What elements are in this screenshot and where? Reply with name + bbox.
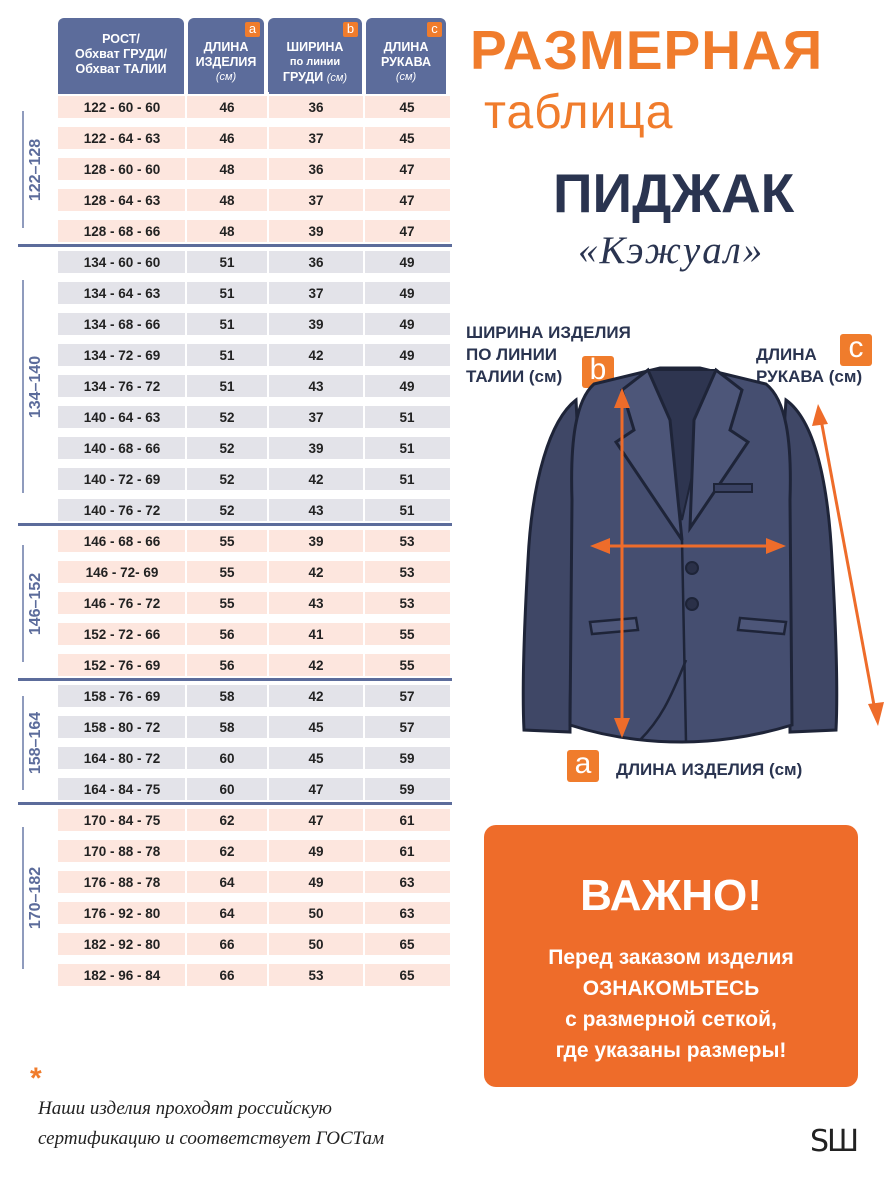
sleeve-cell: 63: [399, 906, 415, 921]
badge-a: a: [245, 22, 260, 37]
table-row: [58, 313, 450, 335]
sleeve-cell: 57: [399, 720, 415, 735]
sleeve-label-line2: РУКАВА (см): [756, 367, 863, 386]
header-width-line3: ГРУДИ: [282, 70, 324, 84]
header-width-line2: по линии: [289, 56, 341, 68]
header-length-line2: ИЗДЕЛИЯ: [195, 55, 257, 69]
header-width: [268, 18, 362, 94]
size-cell: 134 - 64 - 63: [83, 286, 161, 301]
size-cell: 140 - 72 - 69: [83, 472, 161, 487]
size-cell: 146 - 72- 69: [85, 565, 159, 580]
width-cell: 39: [308, 224, 324, 239]
table-row: [58, 406, 450, 428]
header-width-line1: ШИРИНА: [286, 40, 344, 54]
table-row: [58, 809, 450, 831]
group-label: [19, 247, 53, 526]
sleeve-cell: 49: [399, 286, 415, 301]
important-text: [484, 942, 858, 1066]
important-line3: с размерной сеткой,: [565, 1008, 777, 1031]
table-row: [58, 251, 450, 273]
sleeve-cell: 59: [399, 782, 415, 797]
header-size-line1: РОСТ/: [102, 32, 140, 46]
sleeve-cell: 47: [399, 224, 415, 239]
group-label: [19, 805, 53, 991]
size-cell: 158 - 80 - 72: [83, 720, 161, 735]
length-cell: 56: [219, 658, 235, 673]
length-cell: 62: [219, 813, 235, 828]
length-cell: 60: [219, 751, 235, 766]
size-cell: 140 - 68 - 66: [83, 441, 161, 456]
length-cell: 52: [219, 410, 235, 425]
sleeve-badge: c: [840, 334, 872, 366]
group-bracket: [22, 545, 24, 663]
sleeve-cell: 53: [399, 565, 415, 580]
width-cell: 49: [308, 875, 324, 890]
width-cell: 37: [308, 131, 324, 146]
brand-logo: SШ: [810, 1124, 858, 1159]
size-cell: 146 - 76 - 72: [83, 596, 161, 611]
width-cell: 37: [308, 286, 324, 301]
table-row: [58, 220, 450, 242]
length-cell: 51: [219, 255, 235, 270]
header-sleeve-line1: ДЛИНА: [383, 40, 429, 54]
length-cell: 52: [219, 503, 235, 518]
group-divider: [18, 244, 452, 247]
header-length-line1: ДЛИНА: [203, 40, 249, 54]
badge-c: c: [427, 22, 442, 37]
size-cell: 164 - 84 - 75: [83, 782, 161, 797]
sleeve-cell: 51: [399, 441, 415, 456]
width-cell: 49: [308, 844, 324, 859]
length-cell: 51: [219, 348, 235, 363]
sleeve-cell: 47: [399, 193, 415, 208]
sleeve-cell: 55: [399, 658, 415, 673]
footnote-text: [38, 1094, 384, 1154]
sleeve-cell: 51: [399, 472, 415, 487]
length-badge: a: [567, 750, 599, 782]
header-width-unit: (см): [326, 72, 348, 84]
table-row: [58, 964, 450, 986]
width-cell: 36: [308, 255, 324, 270]
length-cell: 46: [219, 131, 235, 146]
length-cell: 51: [219, 379, 235, 394]
size-cell: 134 - 68 - 66: [83, 317, 161, 332]
header-size-line2: Обхват ГРУДИ/: [75, 47, 167, 61]
width-cell: 42: [308, 689, 324, 704]
sleeve-cell: 61: [399, 844, 415, 859]
size-cell: 152 - 72 - 66: [83, 627, 161, 642]
table-row: [58, 902, 450, 924]
table-row: [58, 778, 450, 800]
length-cell: 60: [219, 782, 235, 797]
size-cell: 122 - 60 - 60: [83, 100, 161, 115]
width-label-line3: ТАЛИИ (см): [466, 367, 563, 386]
size-cell: 176 - 88 - 78: [83, 875, 161, 890]
size-cell: 158 - 76 - 69: [83, 689, 161, 704]
width-cell: 41: [308, 627, 324, 642]
header-width-line3-wrap: [268, 70, 362, 86]
header-size: [58, 18, 184, 94]
width-cell: 37: [308, 410, 324, 425]
length-cell: 58: [219, 720, 235, 735]
sleeve-cell: 53: [399, 596, 415, 611]
width-cell: 50: [308, 906, 324, 921]
width-cell: 43: [308, 596, 324, 611]
group-divider: [18, 678, 452, 681]
size-cell: 182 - 96 - 84: [83, 968, 161, 983]
length-cell: 48: [219, 193, 235, 208]
group-bracket: [22, 827, 24, 968]
table-row: [58, 871, 450, 893]
size-cell: 134 - 76 - 72: [83, 379, 161, 394]
group-label-text: 170–182: [27, 866, 44, 930]
length-label: ДЛИНА ИЗДЕЛИЯ (см): [616, 760, 803, 779]
width-cell: 47: [308, 813, 324, 828]
size-cell: 140 - 76 - 72: [83, 503, 161, 518]
width-cell: 43: [308, 379, 324, 394]
table-row: [58, 530, 450, 552]
length-cell: 51: [219, 286, 235, 301]
group-label: [19, 526, 53, 681]
width-cell: 45: [308, 751, 324, 766]
length-cell: 55: [219, 565, 235, 580]
length-cell: 64: [219, 906, 235, 921]
sleeve-cell: 45: [399, 100, 415, 115]
important-line2: ОЗНАКОМЬТЕСЬ: [582, 977, 760, 1000]
width-cell: 53: [308, 968, 324, 983]
size-cell: 164 - 80 - 72: [83, 751, 161, 766]
table-row: [58, 840, 450, 862]
width-cell: 36: [308, 162, 324, 177]
length-cell: 48: [219, 162, 235, 177]
important-heading: ВАЖНО!: [580, 871, 762, 920]
size-cell: 170 - 88 - 78: [83, 844, 161, 859]
width-cell: 39: [308, 441, 324, 456]
sleeve-cell: 49: [399, 317, 415, 332]
length-cell: 64: [219, 875, 235, 890]
sleeve-cell: 57: [399, 689, 415, 704]
table-row: [58, 437, 450, 459]
size-cell: 134 - 60 - 60: [83, 255, 161, 270]
length-cell: 55: [219, 534, 235, 549]
title-sub: таблица: [484, 86, 674, 139]
table-row: [58, 189, 450, 211]
size-cell: 176 - 92 - 80: [83, 906, 161, 921]
size-cell: 152 - 76 - 69: [83, 658, 161, 673]
group-label: [19, 92, 53, 247]
group-label: [19, 681, 53, 805]
size-cell: 128 - 68 - 66: [83, 224, 161, 239]
width-cell: 42: [308, 472, 324, 487]
width-cell: 39: [308, 534, 324, 549]
width-badge: b: [582, 356, 614, 388]
important-notice: [484, 825, 858, 1087]
sleeve-cell: 55: [399, 627, 415, 642]
sleeve-cell: 47: [399, 162, 415, 177]
table-row: [58, 933, 450, 955]
important-line1: Перед заказом изделия: [548, 946, 794, 969]
size-cell: 128 - 60 - 60: [83, 162, 161, 177]
group-divider: [18, 802, 452, 805]
size-cell: 140 - 64 - 63: [83, 410, 161, 425]
group-bracket: [22, 111, 24, 229]
table-row: [58, 375, 450, 397]
width-cell: 50: [308, 937, 324, 952]
sleeve-cell: 49: [399, 255, 415, 270]
jacket-icon: [523, 368, 837, 742]
size-cell: 146 - 68 - 66: [83, 534, 161, 549]
length-cell: 52: [219, 441, 235, 456]
size-cell: 170 - 84 - 75: [83, 813, 161, 828]
table-row: [58, 344, 450, 366]
sleeve-label-line1: ДЛИНА: [756, 345, 817, 364]
width-cell: 37: [308, 193, 324, 208]
jacket-illustration: [510, 360, 890, 760]
length-cell: 55: [219, 596, 235, 611]
length-cell: 46: [219, 100, 235, 115]
table-row: [58, 561, 450, 583]
width-label-line1: ШИРИНА ИЗДЕЛИЯ: [466, 323, 631, 342]
length-cell: 51: [219, 317, 235, 332]
sleeve-cell: 45: [399, 131, 415, 146]
group-label-text: 134–140: [27, 355, 44, 418]
sleeve-cell: 65: [399, 968, 415, 983]
header-sleeve: [366, 18, 446, 94]
length-cell: 48: [219, 224, 235, 239]
product-name: ПИДЖАК: [553, 162, 795, 224]
sleeve-cell: 49: [399, 348, 415, 363]
footnote-marker: *: [30, 1062, 42, 1095]
group-label-text: 122–128: [27, 138, 44, 201]
header-size-line3: Обхват ТАЛИИ: [75, 62, 167, 76]
important-line4: где указаны размеры!: [555, 1039, 787, 1062]
width-cell: 43: [308, 503, 324, 518]
group-bracket: [22, 696, 24, 790]
table-row: [58, 685, 450, 707]
group-label-text: 158–164: [27, 711, 44, 775]
table-row: [58, 592, 450, 614]
table-row: [58, 127, 450, 149]
footnote-line1: Наши изделия проходят российскую: [38, 1098, 332, 1119]
size-cell: 182 - 92 - 80: [83, 937, 161, 952]
width-cell: 42: [308, 348, 324, 363]
width-cell: 45: [308, 720, 324, 735]
header-length: [188, 18, 264, 94]
width-label-line2: ПО ЛИНИИ: [466, 345, 558, 364]
title-main: РАЗМЕРНАЯ: [470, 19, 824, 81]
size-cell: 122 - 64 - 63: [83, 131, 161, 146]
width-cell: 47: [308, 782, 324, 797]
length-cell: 52: [219, 472, 235, 487]
sleeve-cell: 51: [399, 503, 415, 518]
width-cell: 36: [308, 100, 324, 115]
length-cell: 66: [219, 937, 235, 952]
length-cell: 58: [219, 689, 235, 704]
group-divider: [18, 523, 452, 526]
table-row: [58, 716, 450, 738]
table-row: [58, 623, 450, 645]
header-length-unit: (см): [215, 71, 237, 83]
badge-b: b: [343, 22, 358, 37]
table-row: [58, 96, 450, 118]
sleeve-cell: 49: [399, 379, 415, 394]
table-row: [58, 654, 450, 676]
sleeve-cell: 65: [399, 937, 415, 952]
table-row: [58, 468, 450, 490]
sleeve-cell: 61: [399, 813, 415, 828]
table-row: [58, 747, 450, 769]
table-row: [58, 158, 450, 180]
sleeve-cell: 59: [399, 751, 415, 766]
group-label-text: 146–152: [27, 572, 44, 635]
length-cell: 62: [219, 844, 235, 859]
length-cell: 56: [219, 627, 235, 642]
header-sleeve-unit: (см): [395, 71, 417, 83]
width-cell: 39: [308, 317, 324, 332]
width-cell: 42: [308, 565, 324, 580]
table-row: [58, 499, 450, 521]
sleeve-cell: 53: [399, 534, 415, 549]
footnote-line2: сертификацию и соответствует ГОСТам: [38, 1128, 385, 1149]
product-style: «Кэжуал»: [578, 229, 765, 272]
group-bracket: [22, 280, 24, 492]
length-cell: 66: [219, 968, 235, 983]
table-row: [58, 282, 450, 304]
header-sleeve-line2: РУКАВА: [380, 55, 432, 69]
sleeve-cell: 63: [399, 875, 415, 890]
size-cell: 128 - 64 - 63: [83, 193, 161, 208]
sleeve-cell: 51: [399, 410, 415, 425]
size-cell: 134 - 72 - 69: [83, 348, 161, 363]
width-cell: 42: [308, 658, 324, 673]
